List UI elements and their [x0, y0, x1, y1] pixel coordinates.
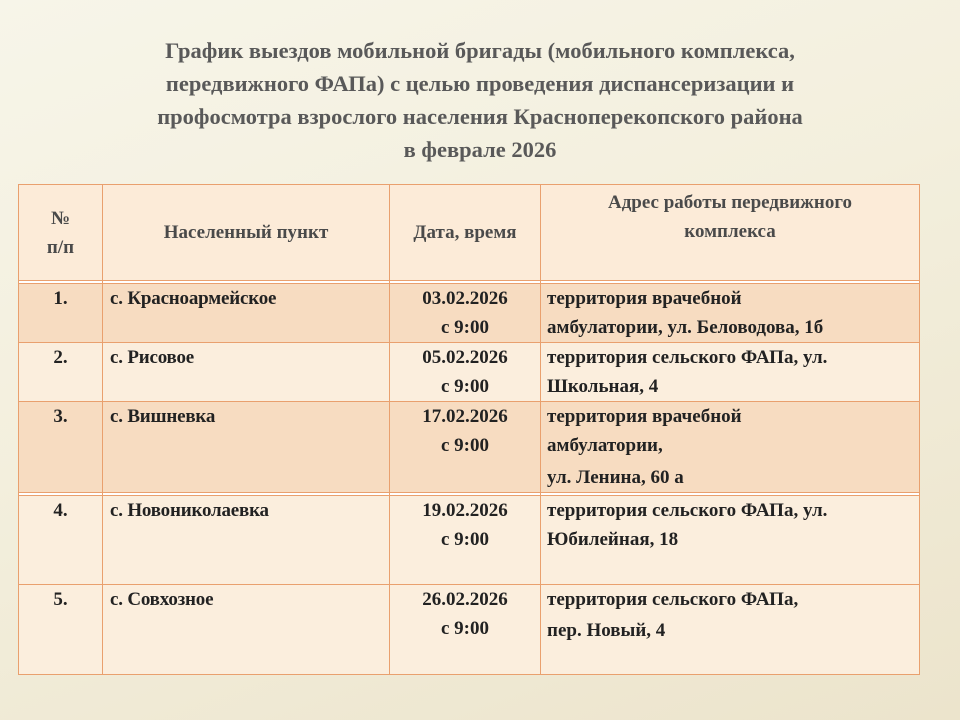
- table-row: [19, 284, 920, 343]
- row-number: 1.: [19, 284, 103, 343]
- row-time: с 9:00: [440, 529, 489, 550]
- row-address: [541, 284, 920, 343]
- row-datetime: [390, 402, 541, 493]
- title-line: передвижного ФАПа) с целью проведения диспансеризации и: [165, 71, 795, 96]
- table-row: [19, 402, 920, 493]
- row-number: 3.: [19, 402, 103, 493]
- row-address: [541, 585, 920, 675]
- table-row: [19, 343, 920, 402]
- header-settlement: Населенный пункт: [103, 185, 390, 281]
- row-date: 17.02.2026: [422, 406, 508, 427]
- row-address-line: пер. Новый, 4: [547, 620, 666, 641]
- table-header-row: [19, 185, 920, 281]
- row-number: 5.: [19, 585, 103, 675]
- row-settlement: с. Вишневка: [103, 402, 390, 493]
- row-date: 19.02.2026: [422, 500, 508, 521]
- row-address: [541, 496, 920, 585]
- header-address: [541, 185, 920, 281]
- schedule-table: [18, 184, 920, 675]
- row-datetime: [390, 496, 541, 585]
- header-datetime: Дата, время: [390, 185, 541, 281]
- row-settlement: с. Новониколаевка: [103, 496, 390, 585]
- row-address-line: ул. Ленина, 60 а: [547, 467, 684, 488]
- row-address-line: амбулатории,: [547, 435, 663, 456]
- row-address-line: территория сельского ФАПа, ул.: [547, 347, 828, 368]
- row-settlement: с. Рисовое: [103, 343, 390, 402]
- page-title: [40, 34, 920, 166]
- row-time: с 9:00: [440, 317, 489, 338]
- title-line: профосмотра взрослого населения Красноперекопского района: [157, 104, 803, 129]
- title-line: График выездов мобильной бригады (мобильного комплекса,: [165, 38, 795, 63]
- table-row: [19, 585, 920, 675]
- header-address-line: Адрес работы передвижного: [607, 192, 853, 213]
- row-time: с 9:00: [440, 376, 489, 397]
- row-time: с 9:00: [440, 435, 489, 456]
- row-datetime: [390, 585, 541, 675]
- table-row: [19, 496, 920, 585]
- row-address-line: территория сельского ФАПа,: [547, 589, 799, 610]
- row-address: [541, 343, 920, 402]
- row-settlement: с. Совхозное: [103, 585, 390, 675]
- row-datetime: [390, 284, 541, 343]
- header-address-line: комплекса: [684, 221, 776, 242]
- row-address: [541, 402, 920, 493]
- row-number: 2.: [19, 343, 103, 402]
- row-address-line: территория врачебной: [547, 406, 742, 427]
- row-address-line: территория сельского ФАПа, ул.: [547, 500, 828, 521]
- header-number: [19, 185, 103, 281]
- row-time: с 9:00: [440, 618, 489, 639]
- title-line: в феврале 2026: [403, 137, 557, 162]
- row-address-line: территория врачебной: [547, 288, 742, 309]
- row-address-line: Школьная, 4: [547, 376, 659, 397]
- row-number: 4.: [19, 496, 103, 585]
- row-date: 03.02.2026: [422, 288, 508, 309]
- row-datetime: [390, 343, 541, 402]
- row-settlement: с. Красноармейское: [103, 284, 390, 343]
- row-address-line: амбулатории, ул. Беловодова, 1б: [547, 317, 824, 338]
- row-address-line: Юбилейная, 18: [547, 529, 679, 550]
- row-date: 05.02.2026: [422, 347, 508, 368]
- header-number-symbol: №: [50, 207, 71, 229]
- header-number-abbr: п/п: [46, 236, 75, 258]
- row-date: 26.02.2026: [422, 589, 508, 610]
